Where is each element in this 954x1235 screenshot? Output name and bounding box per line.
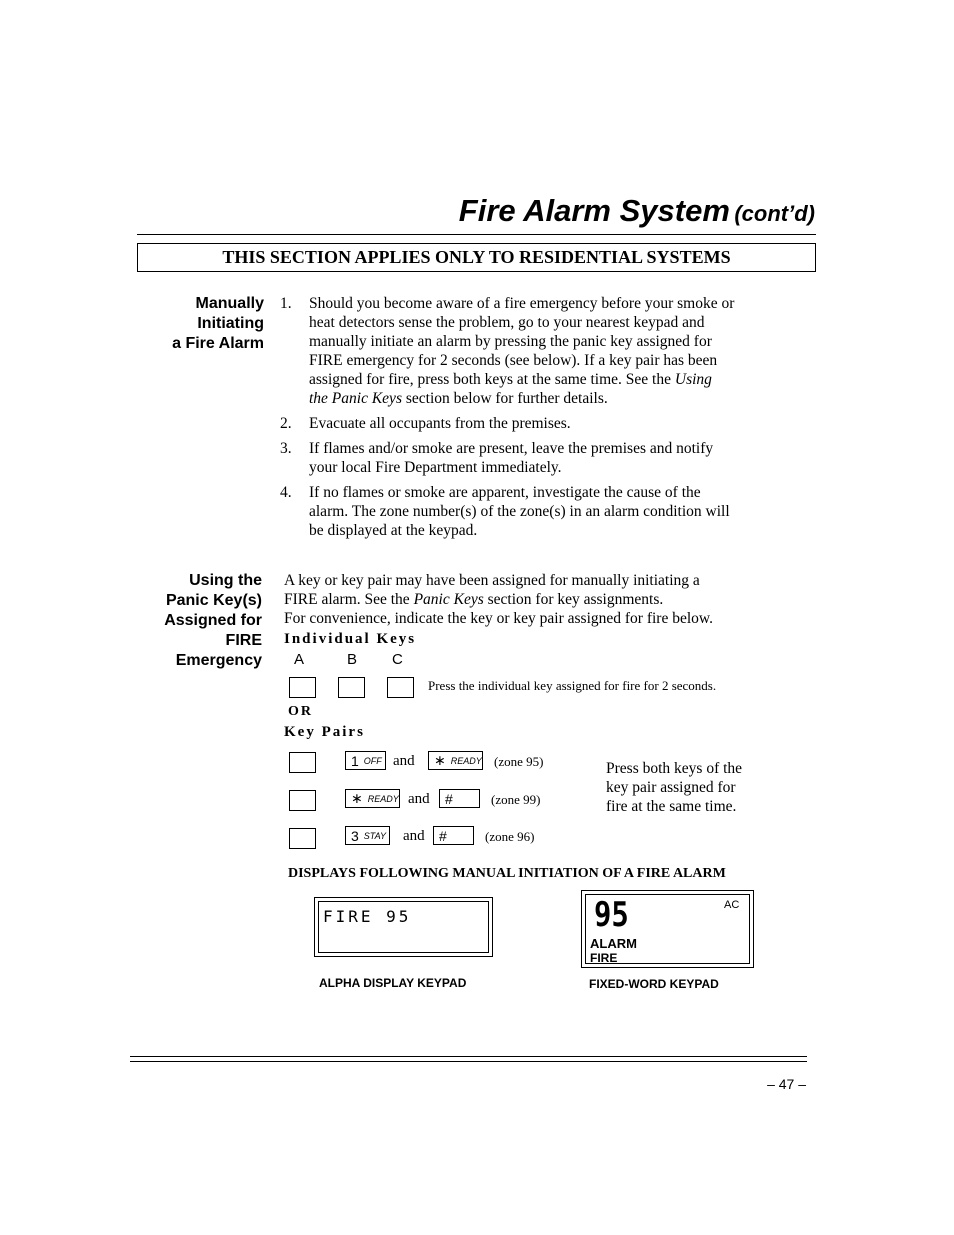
individual-key-box-b[interactable] [338,677,365,698]
alpha-display-text: FIRE 95 [323,907,412,926]
step-line [309,370,799,389]
step-text: section below for further details. [401,390,608,407]
page-title-main: Fire Alarm System [458,193,730,228]
fixed-word-display [581,890,754,968]
alpha-display [314,897,493,957]
step-line [309,389,799,408]
panic-heading-line: Using the [189,572,262,589]
fixed-word-fire: FIRE [590,951,618,964]
key-letter-a: A [294,651,305,668]
key-main-label: 1 [351,752,359,769]
and-label: and [408,791,430,807]
step-text: assigned for fire, press both keys at the same time. See the [309,371,675,388]
key-main-label: # [439,827,447,844]
alpha-display-screen [318,901,489,953]
paragraph-text: section for key assignments. [483,591,664,608]
individual-keys-heading: Individual Keys [284,631,417,647]
zone-label: (zone 96) [485,829,535,844]
zone-label: (zone 99) [491,792,541,807]
key-3-stay [345,826,390,845]
step-line: Evacuate all occupants from the premises. [309,415,571,432]
key-sub-label: READY [367,793,399,804]
alpha-display-caption: ALPHA DISPLAY KEYPAD [319,976,467,990]
key-main-label: ∗ [434,752,446,768]
key-pair-checkbox[interactable] [289,828,316,849]
note-line: Press both keys of the [606,760,743,777]
note-line: key pair assigned for [606,779,736,796]
step-number: 3. [280,440,292,457]
step-emphasis: the Panic Keys [309,390,402,407]
panic-heading-line: FIRE [225,632,262,649]
key-letter-c: C [392,651,403,668]
displays-heading: DISPLAYS FOLLOWING MANUAL INITIATION OF A FIRE ALARM [288,866,726,881]
panic-heading-line: Emergency [175,652,262,669]
key-sub-label: READY [450,755,482,766]
step-line: be displayed at the keypad. [309,522,478,539]
key-hash [433,826,474,845]
key-pair-checkbox[interactable] [289,752,316,773]
manual-heading-line: a Fire Alarm [172,335,264,352]
zone-label: (zone 95) [494,754,544,769]
paragraph-text: FIRE alarm. See the [284,591,414,608]
or-label: OR [288,704,313,719]
manual-heading-line: Initiating [197,315,264,332]
manual-heading-line: Manually [195,295,264,312]
paragraph-line: For convenience, indicate the key or key pair assigned for fire below. [284,610,713,627]
key-main-label: # [445,790,453,807]
fixed-word-ac: AC [724,899,740,911]
key-star-ready [428,751,483,770]
key-pair-checkbox[interactable] [289,790,316,811]
note-line: fire at the same time. [606,798,737,815]
step-line: manually initiate an alarm by pressing the panic key assigned for [309,333,712,350]
paragraph-line [284,590,804,609]
step-line: heat detectors sense the problem, go to your nearest keypad and [309,314,705,331]
paragraph-emphasis: Panic Keys [413,591,484,608]
step-line: alarm. The zone number(s) of the zone(s) in an alarm condition will [309,503,730,520]
page-number: – 47 – [767,1076,806,1092]
fixed-word-alarm: ALARM [590,936,637,951]
step-number: 1. [280,295,292,312]
key-1-off [345,751,386,770]
fixed-word-display-screen [585,894,750,964]
page-title [0,193,815,229]
and-label: and [403,828,425,844]
key-letter-b: B [347,651,358,668]
step-line: If no flames or smoke are apparent, investigate the cause of the [309,484,701,501]
key-sub-label: STAY [363,830,386,841]
key-sub-label: OFF [363,755,382,766]
key-main-label: ∗ [351,790,363,806]
step-number: 2. [280,415,292,432]
step-line: FIRE emergency for 2 seconds (see below). If a key pair has been [309,352,718,369]
step-number: 4. [280,484,292,501]
step-line: If flames and/or smoke are present, leave the premises and notify [309,440,714,457]
title-rule [137,234,816,235]
step-line: your local Fire Department immediately. [309,459,562,476]
individual-key-box-a[interactable] [289,677,316,698]
manual-heading [0,294,264,354]
section-banner: THIS SECTION APPLIES ONLY TO RESIDENTIAL SYSTEMS [137,243,816,272]
panic-paragraph [284,571,804,628]
paragraph-line: A key or key pair may have been assigned for manually initiating a [284,572,700,589]
key-pairs-heading: Key Pairs [284,724,365,740]
key-main-label: 3 [351,827,359,844]
step-line: Should you become aware of a fire emergency before your smoke or [309,295,735,312]
individual-key-box-c[interactable] [387,677,414,698]
individual-key-note: Press the individual key assigned for fire for 2 seconds. [428,678,717,693]
fixed-word-zone: 95 [594,895,629,935]
panic-heading-line: Assigned for [164,612,262,629]
page-title-suffix: (cont’d) [734,201,815,226]
panic-heading [0,571,262,671]
fixed-word-caption: FIXED-WORD KEYPAD [589,977,719,991]
panic-heading-line: Panic Key(s) [165,592,262,609]
and-label: and [393,753,415,769]
footer-rule [130,1056,807,1062]
key-star-ready [345,789,400,808]
step-emphasis: Using [674,371,712,388]
key-hash [439,789,480,808]
key-pairs-note [606,759,806,816]
